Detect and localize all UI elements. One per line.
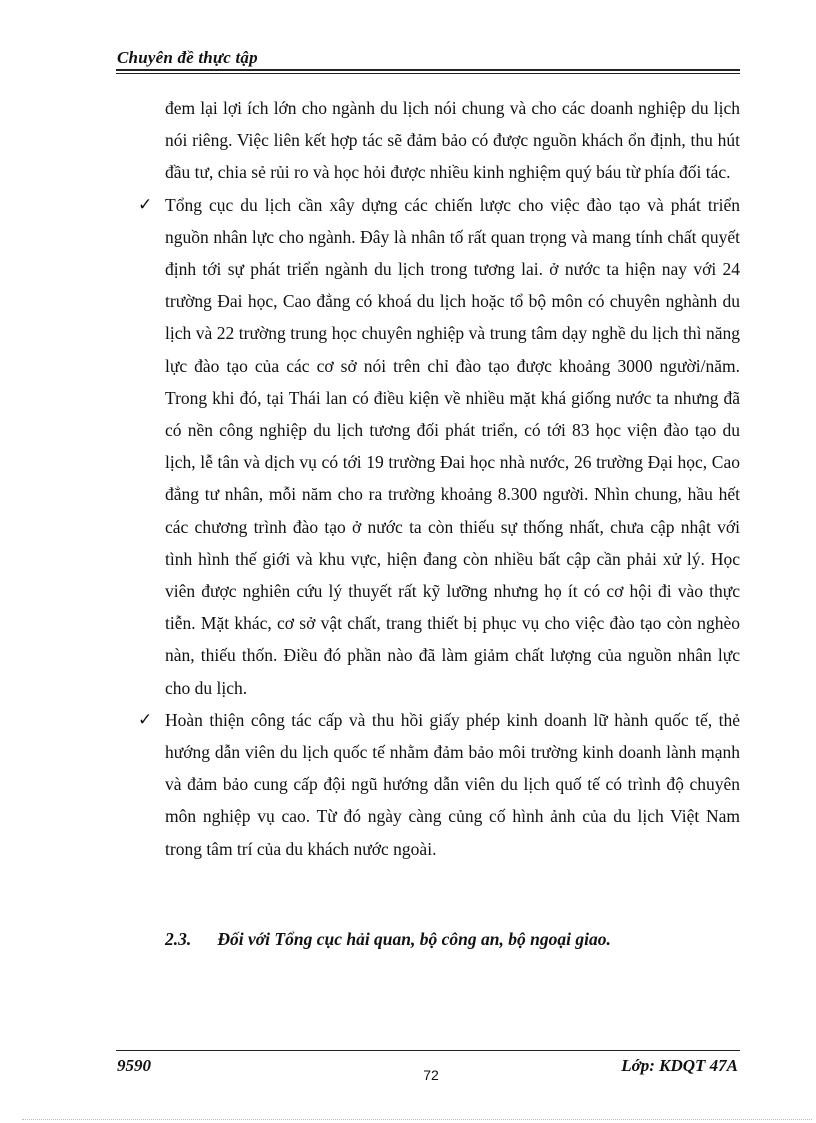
bullet-item xyxy=(138,704,740,865)
page-number: 72 xyxy=(423,1067,439,1083)
footer-class: Lớp: KDQT 47A xyxy=(621,1056,738,1075)
check-icon: ✓ xyxy=(138,709,153,730)
section-number: 2.3. xyxy=(165,929,192,949)
header-title: Chuyên đề thực tập xyxy=(117,48,258,67)
bullet-text: Tổng cục du lịch cần xây dựng các chiến lược cho việc đào tạo và phát triển nguồn nhân lực cho ngành. Đây là nhân tố rất quan trọng và mang tính chất quyết định tới sự phát triển ngành du lịch trong tương lai. ở nước ta hiện nay với 24 trường Đai học, Cao đẳng có khoá du lịch hoặc tổ bộ môn có chuyên nghành du lịch và 22 trường trung học chuyên nghiệp và trung tâm dạy nghề du lịch thì năng lực đào tạo của các cơ sở nói trên chỉ đào tạo được khoảng 3000 người/năm. Trong khi đó, tại Thái lan có điều kiện về nhiều mặt khá giống nước ta nhưng đã có nền công nghiệp du lịch tương đối phát triển, có tới 83 học viện đào tạo du lịch, lễ tân và dịch vụ có tới 19 trường Đai học nhà nước, 26 trường Đại học, Cao đẳng tư nhân, mỗi năm cho ra trường khoảng 8.300 người. Nhìn chung, hầu hết các chương trình đào tạo ở nước ta còn thiếu sự thống nhất, chưa cập nhật với tình hình thế giới và khu vực, hiện đang còn nhiều bất cập cần phải xử lý. Học viên được nghiên cứu lý thuyết rất kỹ lưỡng nhưng họ ít có cơ hội đi vào thực tiễn. Mặt khác, cơ sở vật chất, trang thiết bị phục vụ cho việc đào tạo còn nghèo nàn, thiếu thốn. Điều đó phần nào đã làm giảm chất lượng của nguồn nhân lực cho du lịch. xyxy=(165,194,740,698)
page-edge xyxy=(22,1119,812,1120)
header-rule-thin xyxy=(116,73,740,74)
body-text xyxy=(138,92,740,865)
footer-left-code: 9590 xyxy=(117,1056,151,1075)
section-heading xyxy=(165,929,611,950)
check-icon: ✓ xyxy=(138,194,153,215)
bullet-text: Hoàn thiện công tác cấp và thu hồi giấy phép kinh doanh lữ hành quốc tế, thẻ hướng dẫn viên du lịch quốc tế nhằm đảm bảo môi trường kinh doanh lành mạnh và đảm bảo cung cấp đội ngũ hướng dẫn viên du lịch quố tế có trình độ chuyên môn nghiệp vụ cao. Từ đó ngày càng củng cố hình ảnh của du lịch Việt Nam trong tâm trí của du khách nước ngoài. xyxy=(165,709,740,859)
footer-rule xyxy=(116,1050,740,1051)
bullet-item xyxy=(138,189,740,704)
section-title: Đối với Tổng cục hải quan, bộ công an, bộ ngoại giao. xyxy=(217,929,611,949)
header-rule-thick xyxy=(116,69,740,71)
continuation-paragraph: đem lại lợi ích lớn cho ngành du lịch nói chung và cho các doanh nghiệp du lịch nói riêng. Việc liên kết hợp tác sẽ đảm bảo có được nguồn khách ổn định, thu hút đầu tư, chia sẻ rủi ro và học hỏi được nhiều kinh nghiệm quý báu từ phía đối tác. xyxy=(165,98,740,183)
